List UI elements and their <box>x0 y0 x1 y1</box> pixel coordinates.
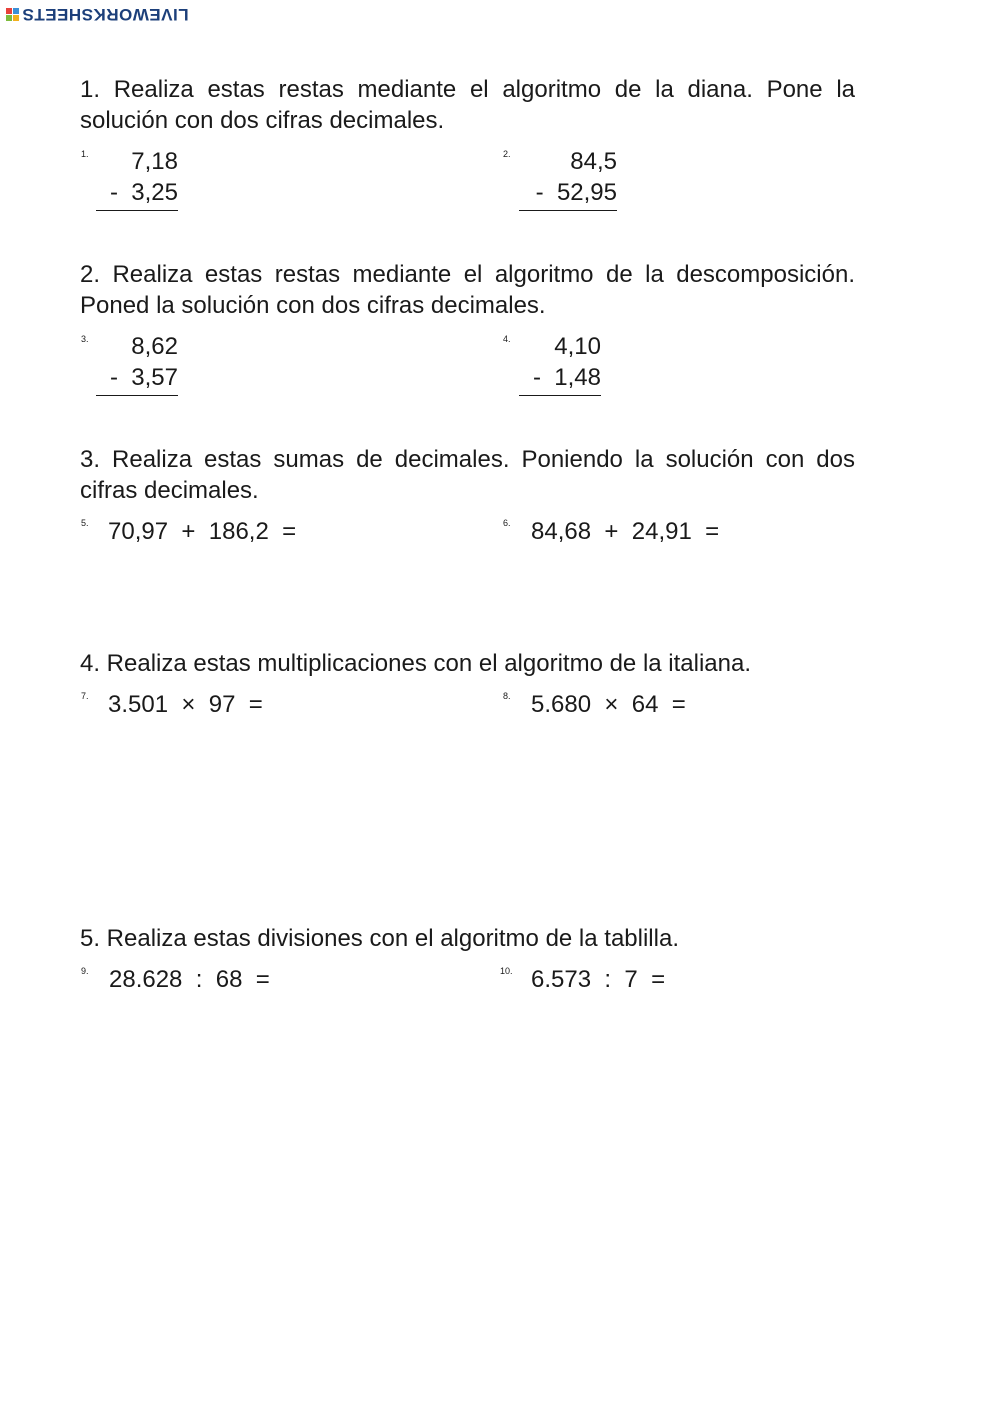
exercise-8-multiplication: 5.680 × 64 = <box>531 691 686 718</box>
exercise-2-subtrahend: - 52,95 <box>519 178 617 211</box>
exercise-8-number: 8. <box>503 691 511 701</box>
exercise-7-multiplication: 3.501 × 97 = <box>108 691 263 718</box>
exercise-6-number: 6. <box>503 518 511 528</box>
exercise-1-number: 1. <box>81 149 89 159</box>
exercise-2-subtraction <box>519 146 617 211</box>
section-1-heading: 1. Realiza estas restas mediante el algoritmo de la diana. Pone la solución con dos cifras decimales. <box>80 76 855 134</box>
logo-block <box>13 8 19 14</box>
exercise-2-minuend: 84,5 <box>570 148 617 175</box>
logo-block <box>13 15 19 21</box>
exercise-5-addition: 70,97 + 186,2 = <box>108 518 297 545</box>
exercise-3-number: 3. <box>81 334 89 344</box>
liveworksheets-logo <box>6 3 189 25</box>
exercise-1-minuend: 7,18 <box>131 148 178 175</box>
logo-blocks-icon <box>6 8 19 21</box>
section-4-heading: 4. Realiza estas multiplicaciones con el algoritmo de la italiana. <box>80 650 752 677</box>
exercise-7-number: 7. <box>81 691 89 701</box>
exercise-4-number: 4. <box>503 334 511 344</box>
exercise-4-minuend: 4,10 <box>554 333 601 360</box>
exercise-5-number: 5. <box>81 518 89 528</box>
section-3-heading: 3. Realiza estas sumas de decimales. Poniendo la solución con dos cifras decimales. <box>80 446 855 504</box>
exercise-10-division: 6.573 : 7 = <box>531 966 666 993</box>
exercise-3-subtrahend: - 3,57 <box>96 363 178 396</box>
exercise-1-subtraction <box>96 146 178 211</box>
exercise-3-minuend: 8,62 <box>131 333 178 360</box>
logo-block <box>6 8 12 14</box>
logo-text: LIVEWORKSHEETS <box>22 4 189 24</box>
exercise-10-number: 10. <box>500 966 513 976</box>
section-5-heading: 5. Realiza estas divisiones con el algoritmo de la tablilla. <box>80 925 679 952</box>
exercise-6-addition: 84,68 + 24,91 = <box>531 518 720 545</box>
exercise-4-subtraction <box>519 331 601 396</box>
exercise-4-subtrahend: - 1,48 <box>519 363 601 396</box>
exercise-9-number: 9. <box>81 966 89 976</box>
logo-block <box>6 15 12 21</box>
section-2-heading: 2. Realiza estas restas mediante el algoritmo de la descomposición. Poned la solución con dos cifras decimales. <box>80 261 855 319</box>
exercise-2-number: 2. <box>503 149 511 159</box>
exercise-3-subtraction <box>96 331 178 396</box>
exercise-1-subtrahend: - 3,25 <box>96 178 178 211</box>
exercise-9-division: 28.628 : 68 = <box>109 966 270 993</box>
